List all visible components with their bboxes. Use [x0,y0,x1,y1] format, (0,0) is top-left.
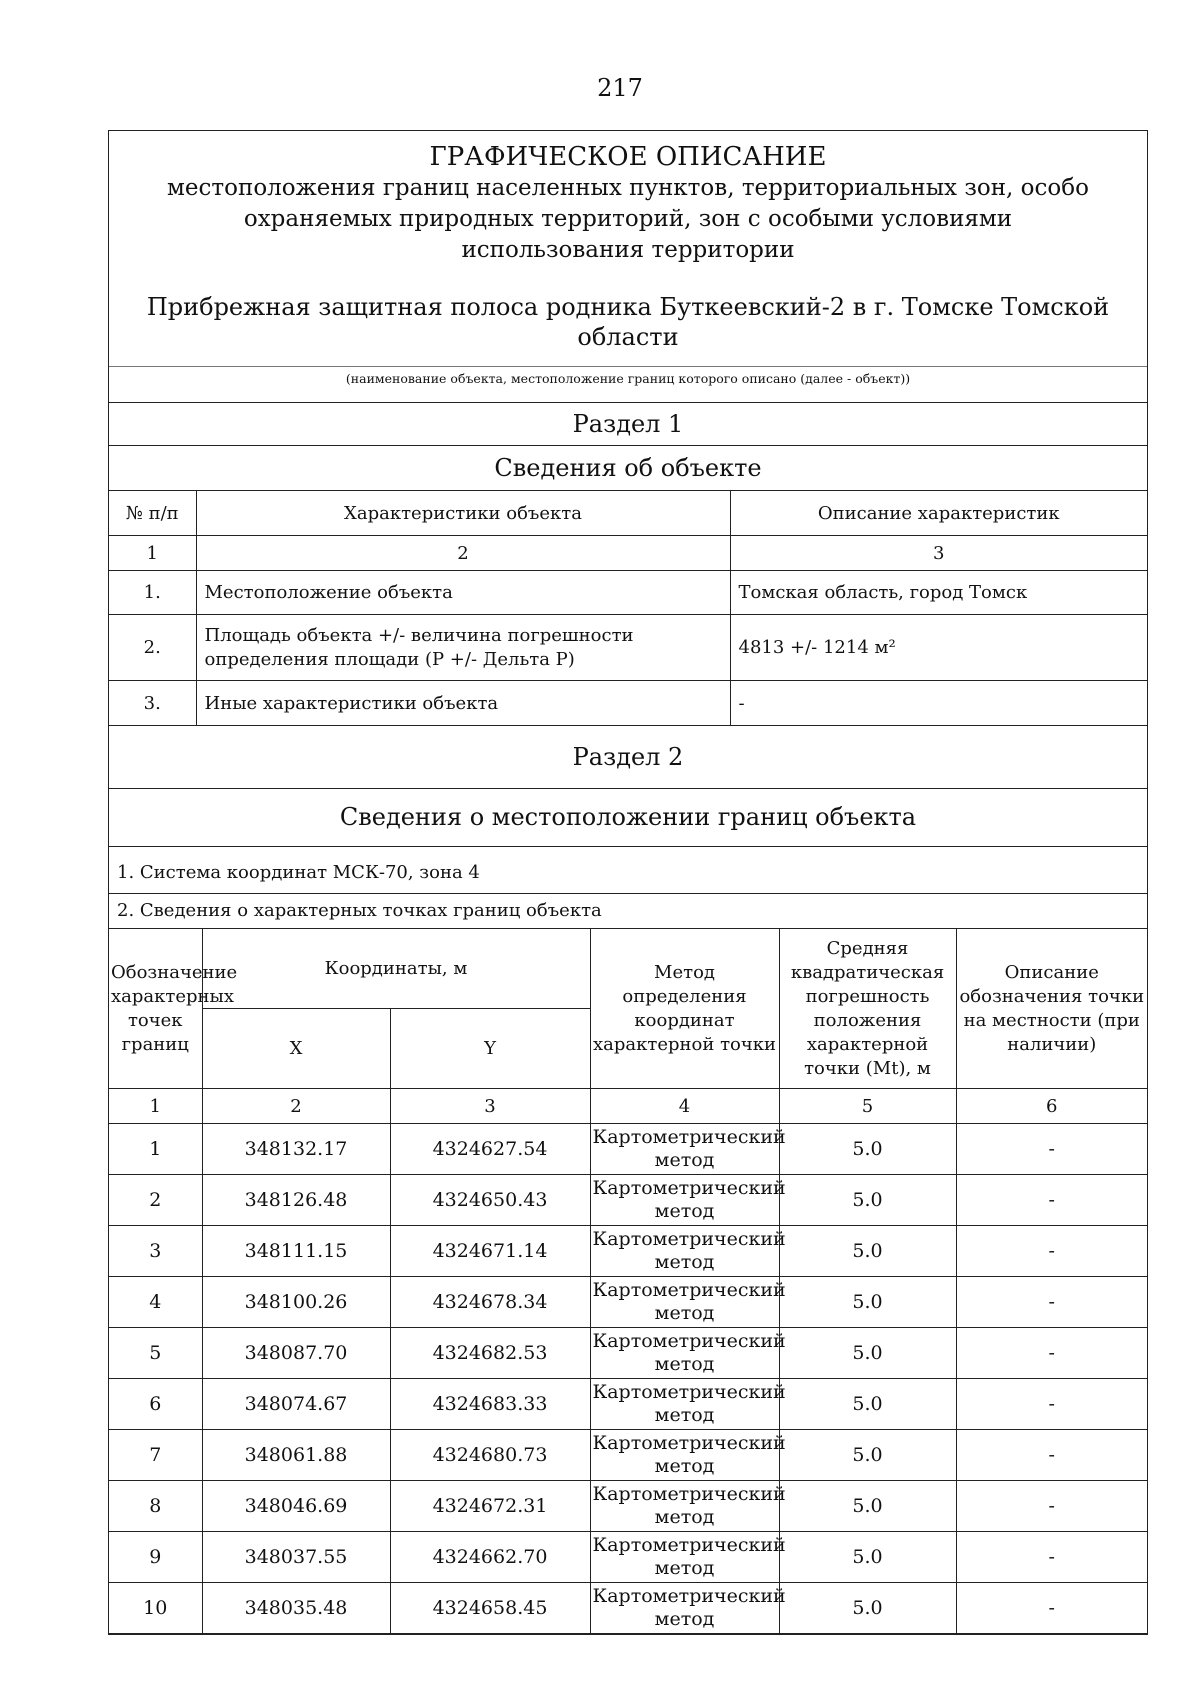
table-row [109,681,1147,726]
col-number: 5 [779,1089,956,1124]
point-error: 5.0 [779,1277,956,1328]
table-row [109,615,1147,681]
point-y: 4324658.45 [390,1583,590,1634]
point-method: Картометрический метод [590,1226,779,1277]
point-y: 4324680.73 [390,1430,590,1481]
document-title: ГРАФИЧЕСКОЕ ОПИСАНИЕ [429,142,827,172]
col-header-characteristic: Характеристики объекта [196,491,730,536]
point-x: 348132.17 [202,1124,390,1175]
point-number: 4 [109,1277,202,1328]
col-number: 1 [109,536,196,571]
point-y: 4324627.54 [390,1124,590,1175]
point-description: - [956,1328,1147,1379]
point-x: 348061.88 [202,1430,390,1481]
point-description: - [956,1379,1147,1430]
point-method: Картометрический метод [590,1583,779,1634]
section1-subtitle: Сведения об объекте [109,445,1147,490]
point-y: 4324672.31 [390,1481,590,1532]
row-characteristic: Иные характеристики объекта [196,681,730,726]
point-number: 3 [109,1226,202,1277]
table-row [109,1532,1147,1583]
point-number: 5 [109,1328,202,1379]
point-error: 5.0 [779,1583,956,1634]
table-row [109,571,1147,615]
point-error: 5.0 [779,1532,956,1583]
col-number: 3 [390,1089,590,1124]
col-header-coordinates: Координаты, м [202,929,590,1009]
point-error: 5.0 [779,1430,956,1481]
row-description: 4813 +/- 1214 м² [730,615,1147,681]
document-subtitle: местоположения границ населенных пунктов, территориальных зон, особо охраняемых природных территорий, зон с особыми условиями использования территории [167,175,1089,263]
point-x: 348126.48 [202,1175,390,1226]
point-y: 4324678.34 [390,1277,590,1328]
row-num: 3. [109,681,196,726]
col-number: 2 [196,536,730,571]
point-method: Картометрический метод [590,1277,779,1328]
point-error: 5.0 [779,1481,956,1532]
point-error: 5.0 [779,1175,956,1226]
col-header-description: Описание характеристик [730,491,1147,536]
point-description: - [956,1532,1147,1583]
object-info-table [109,490,1147,726]
section2-title: Раздел 2 [572,743,684,771]
col-header-description: Описание обозначения точки на местности (при наличии) [956,929,1147,1089]
point-description: - [956,1277,1147,1328]
table-row [109,1175,1147,1226]
col-number: 1 [109,1089,202,1124]
document-header [109,131,1147,366]
point-method: Картометрический метод [590,1175,779,1226]
table-row [109,1124,1147,1175]
point-x: 348046.69 [202,1481,390,1532]
coordinate-system: 1. Система координат МСК-70, зона 4 [109,846,1147,893]
table-header-row [109,491,1147,536]
point-y: 4324682.53 [390,1328,590,1379]
point-method: Картометрический метод [590,1430,779,1481]
point-error: 5.0 [779,1328,956,1379]
section2-subtitle: Сведения о местоположении границ объекта [109,788,1147,846]
point-y: 4324662.70 [390,1532,590,1583]
table-row [109,1481,1147,1532]
col-number: 6 [956,1089,1147,1124]
table-row [109,1379,1147,1430]
document-frame [108,130,1148,1635]
point-x: 348111.15 [202,1226,390,1277]
table-row [109,1226,1147,1277]
point-x: 348035.48 [202,1583,390,1634]
col-header-method: Метод определения координат характерной точки [590,929,779,1089]
point-description: - [956,1481,1147,1532]
point-method: Картометрический метод [590,1532,779,1583]
point-x: 348037.55 [202,1532,390,1583]
row-description: - [730,681,1147,726]
point-number: 8 [109,1481,202,1532]
points-table [109,928,1147,1634]
point-description: - [956,1583,1147,1634]
point-method: Картометрический метод [590,1328,779,1379]
col-number: 2 [202,1089,390,1124]
point-y: 4324650.43 [390,1175,590,1226]
point-x: 348100.26 [202,1277,390,1328]
point-number: 9 [109,1532,202,1583]
row-characteristic: Местоположение объекта [196,571,730,615]
col-header-x: X [202,1009,390,1089]
point-method: Картометрический метод [590,1481,779,1532]
row-description: Томская область, город Томск [730,571,1147,615]
object-caption: (наименование объекта, местоположение границ которого описано (далее - объект)) [109,366,1147,402]
object-name: Прибрежная защитная полоса родника Буткеевский-2 в г. Томске Томской области [146,293,1110,351]
col-header-designation: Обозначение характерных точек границ [109,929,202,1089]
col-header-num: № п/п [109,491,196,536]
col-header-error: Средняя квадратическая погрешность положения характерной точки (Mt), м [779,929,956,1089]
point-description: - [956,1226,1147,1277]
row-characteristic: Площадь объекта +/- величина погрешности определения площади (Р +/- Дельта Р) [196,615,730,681]
col-header-y: Y [390,1009,590,1089]
point-description: - [956,1124,1147,1175]
row-num: 2. [109,615,196,681]
point-x: 348087.70 [202,1328,390,1379]
point-method: Картометрический метод [590,1124,779,1175]
column-numbers-row [109,536,1147,571]
points-caption: 2. Сведения о характерных точках границ объекта [109,893,1147,928]
section1-title: Раздел 1 [109,402,1147,445]
point-error: 5.0 [779,1226,956,1277]
point-description: - [956,1430,1147,1481]
row-num: 1. [109,571,196,615]
point-y: 4324683.33 [390,1379,590,1430]
table-row [109,1583,1147,1634]
col-number: 3 [730,536,1147,571]
table-row [109,1430,1147,1481]
point-error: 5.0 [779,1379,956,1430]
point-description: - [956,1175,1147,1226]
point-number: 6 [109,1379,202,1430]
point-number: 7 [109,1430,202,1481]
table-row [109,1328,1147,1379]
column-numbers-row [109,1089,1147,1124]
point-y: 4324671.14 [390,1226,590,1277]
point-method: Картометрический метод [590,1379,779,1430]
point-error: 5.0 [779,1124,956,1175]
col-number: 4 [590,1089,779,1124]
page-number: 217 [597,74,643,102]
table-header-row [109,929,1147,1009]
point-number: 1 [109,1124,202,1175]
point-number: 2 [109,1175,202,1226]
point-x: 348074.67 [202,1379,390,1430]
point-number: 10 [109,1583,202,1634]
table-row [109,1277,1147,1328]
